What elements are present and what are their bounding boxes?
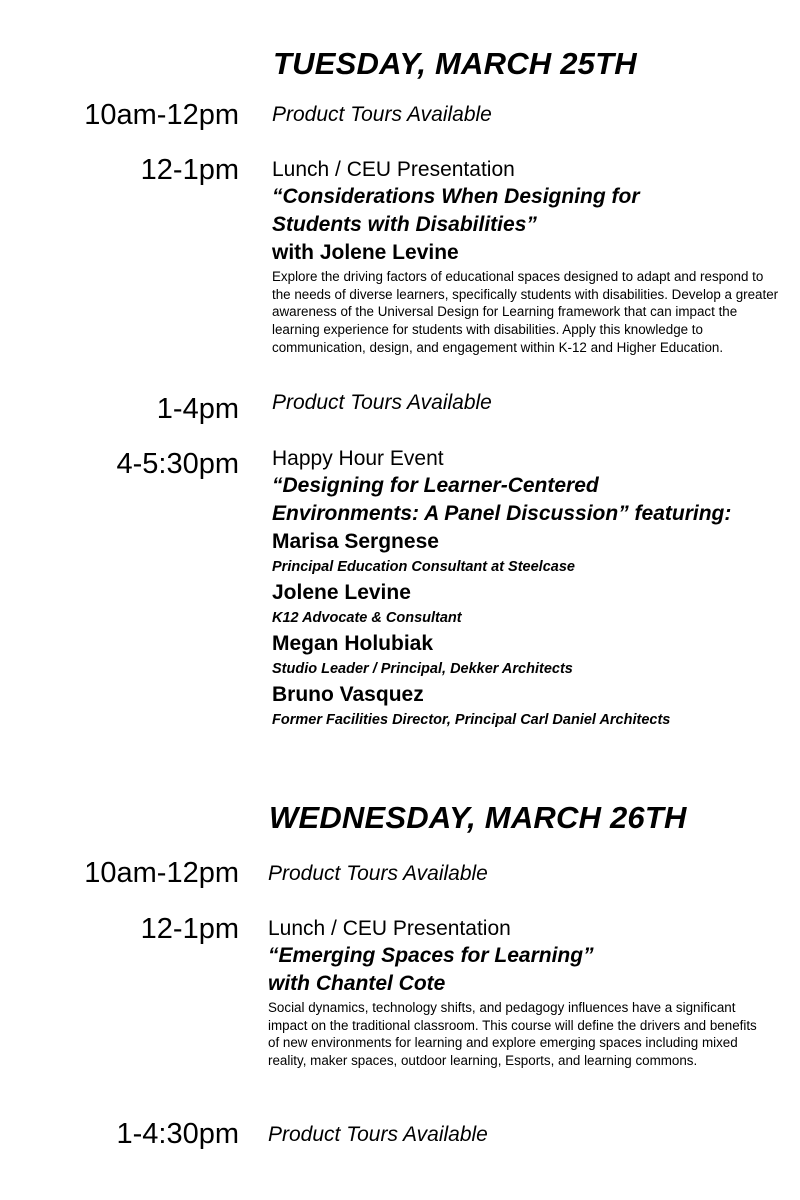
panelist-name: Marisa Sergnese — [272, 530, 439, 553]
session-title-line: Environments: A Panel Discussion” featuring: — [272, 502, 732, 525]
product-tours-label: Product Tours Available — [272, 391, 492, 414]
product-tours-label: Product Tours Available — [268, 862, 488, 885]
panelist-role: Studio Leader / Principal, Dekker Architects — [272, 661, 573, 677]
panelist-role: Principal Education Consultant at Steelcase — [272, 559, 575, 575]
session-description: Explore the driving factors of educational spaces designed to adapt and respond to the needs of diverse learners, specifically students with disabilities. Develop a greater awareness of the Universal Design for Learning framework that can impact the learning experience for students with disabilities. Apply this knowledge to communication, design, and engagement within K-12 and Higher Education. — [272, 269, 779, 355]
session-kind: Lunch / CEU Presentation — [268, 917, 511, 940]
session-kind: Happy Hour Event — [272, 447, 444, 470]
session-description: Social dynamics, technology shifts, and pedagogy influences have a significant impact on the traditional classroom. This course will define the drivers and benefits of new environments for learning and explore emerging spaces including mixed reality, maker spaces, outdoor learning, Esports, and learning commons. — [268, 1000, 757, 1069]
session-kind: Lunch / CEU Presentation — [272, 158, 515, 181]
day-title: WEDNESDAY, MARCH 26TH — [269, 800, 687, 835]
slot-content — [272, 445, 792, 732]
panelist-role: K12 Advocate & Consultant — [272, 610, 462, 626]
slot-time: 12-1pm — [140, 913, 239, 945]
panelist-name: Megan Holubiak — [272, 632, 434, 655]
session-title-line: Students with Disabilities” — [272, 213, 537, 236]
session-presenter: with Chantel Cote — [268, 972, 446, 995]
slot-content — [268, 1122, 788, 1148]
slot-time: 12-1pm — [140, 154, 239, 186]
slot-content — [268, 861, 788, 887]
day-title: TUESDAY, MARCH 25TH — [273, 46, 637, 81]
slot-time: 1-4:30pm — [116, 1118, 239, 1150]
slot-time: 1-4pm — [156, 393, 239, 425]
slot-time: 4-5:30pm — [116, 448, 239, 480]
slot-time: 10am-12pm — [84, 857, 239, 889]
slot-content — [268, 915, 768, 1070]
slot-time: 10am-12pm — [84, 99, 239, 131]
panelist-role: Former Facilities Director, Principal Carl Daniel Architects — [272, 712, 671, 728]
product-tours-label: Product Tours Available — [268, 1123, 488, 1146]
slot-content — [272, 156, 782, 357]
panelist-list — [272, 528, 792, 732]
product-tours-label: Product Tours Available — [272, 103, 492, 126]
session-title-line: “Designing for Learner-Centered — [272, 474, 599, 497]
session-title-line: “Considerations When Designing for — [272, 185, 640, 208]
session-presenter: with Jolene Levine — [272, 241, 459, 264]
panelist-name: Jolene Levine — [272, 581, 411, 604]
panelist-name: Bruno Vasquez — [272, 683, 424, 706]
slot-content — [272, 102, 792, 128]
slot-content — [272, 390, 792, 416]
session-title-line: “Emerging Spaces for Learning” — [268, 944, 594, 967]
